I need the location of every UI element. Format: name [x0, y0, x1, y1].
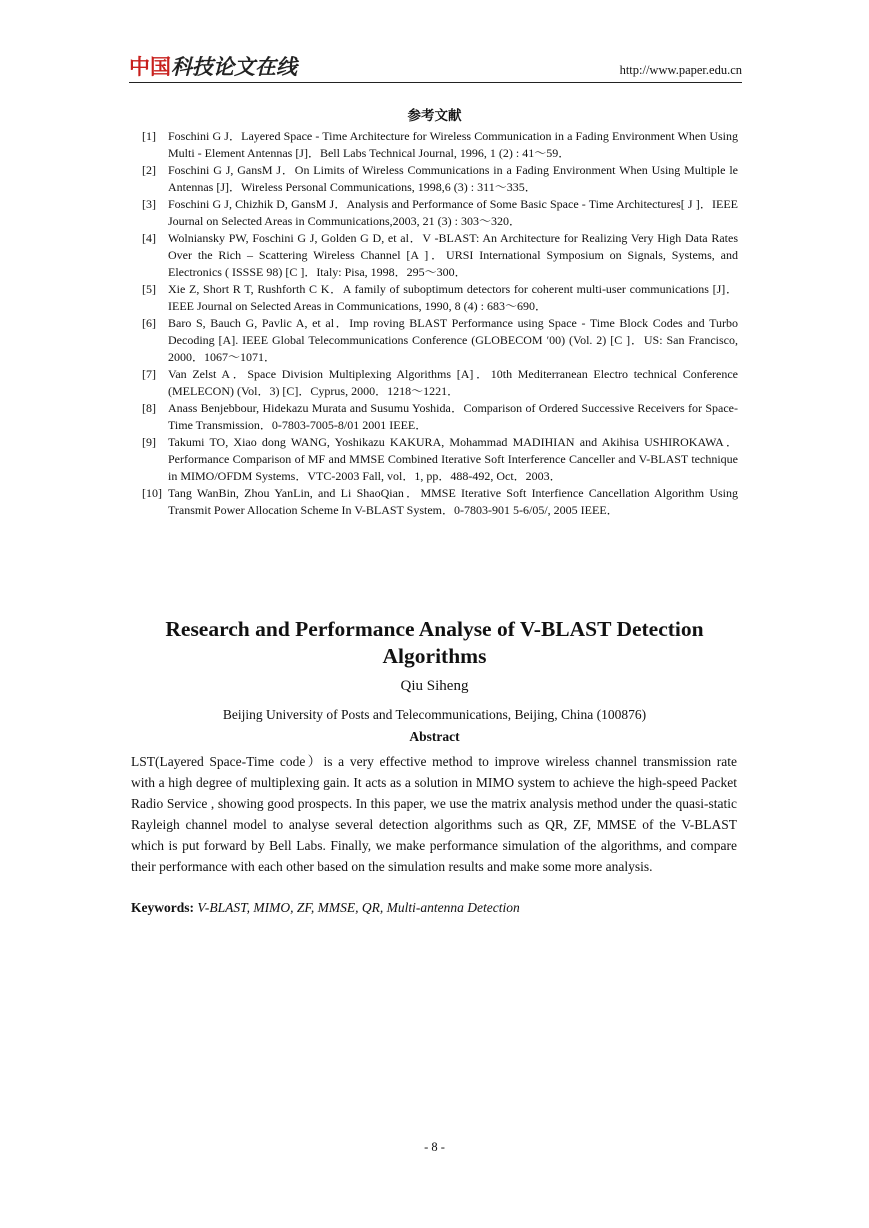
reference-text: Anass Benjebbour, Hidekazu Murata and Susumu Yoshida．Comparison of Ordered Successive Receivers for Space-Time Transmission．0-7803-7005-8/01 2001 IEEE．: [168, 401, 738, 432]
keywords-label: Keywords:: [131, 900, 194, 915]
reference-item: [142, 400, 738, 434]
reference-text: Takumi TO, Xiao dong WANG, Yoshikazu KAKURA, Mohammad MADIHIAN and Akihisa USHIROKAWA．Performance Comparison of MF and MMSE Combined Iterative Soft Interference Canceller and V-BLAST technique in MIMO/OFDM Systems．VTC-2003 Fall, vol．1, pp．488-492, Oct．2003．: [168, 435, 738, 483]
logo-red-text: 中国: [129, 55, 171, 79]
reference-text: Foschini G J, Chizhik D, GansM J．Analysis and Performance of Some Basic Space - Time Architectures[ J ]．IEEE Journal on Selected Areas in Communications,2003, 21 (3) : 303～320．: [168, 197, 738, 228]
paper-author: Qiu Siheng: [400, 678, 469, 694]
paper-affiliation: Beijing University of Posts and Telecommunications, Beijing, China (100876): [222, 707, 647, 722]
reference-number: [1]: [142, 129, 156, 143]
reference-number: [7]: [142, 367, 156, 381]
reference-text: Van Zelst A．Space Division Multiplexing Algorithms [A]．10th Mediterranean Electro technical Conference (MELECON) (Vol．3) [C]．Cyprus, 2000．1218～1221．: [168, 367, 751, 398]
reference-item: [142, 485, 738, 519]
reference-item: [142, 162, 738, 196]
reference-text: Foschini G J, GansM J．On Limits of Wireless Communications in a Fading Environment When Using Multiple le Antennas [J]．Wireless Personal Communications, 1998,6 (3) : 311～335．: [168, 163, 738, 194]
keywords-text: V-BLAST, MIMO, ZF, MMSE, QR, Multi-antenna Detection: [197, 900, 520, 915]
reference-number: [2]: [142, 163, 156, 177]
reference-number: [5]: [142, 282, 156, 296]
reference-number: [10]: [142, 486, 162, 500]
reference-item: [142, 230, 738, 281]
reference-item: [142, 366, 751, 400]
references-list: [142, 128, 751, 519]
reference-item: [142, 281, 738, 315]
reference-text: Xie Z, Short R T, Rushforth C K．A family of suboptimum detectors for coherent multi-user communications [J]．IEEE Journal on Selected Areas in Communications, 1990, 8 (4) : 683～690．: [168, 282, 738, 313]
keywords-line: [131, 900, 737, 916]
header-url[interactable]: http://www.paper.edu.cn: [619, 63, 742, 77]
site-logo: [129, 54, 297, 80]
paper-title: Research and Performance Analyse of V-BLAST Detection Algorithms: [165, 617, 704, 668]
reference-number: [3]: [142, 197, 156, 211]
reference-text: Foschini G J．Layered Space - Time Architecture for Wireless Communication in a Fading Environment When Using Multi - Element Antennas [J]．Bell Labs Technical Journal, 1996, 1 (2) : 41～59．: [168, 129, 738, 160]
reference-number: [9]: [142, 435, 156, 449]
page-number: - 8 -: [424, 1140, 445, 1154]
reference-item: [142, 434, 738, 485]
reference-text: Wolniansky PW, Foschini G J, Golden G D, et al．V -BLAST: An Architecture for Realizing Very High Data Rates Over the Rich – Scattering Wireless Channel [A ]．URSI International Symposium on Signals, Systems, and Electronics ( ISSSE 98) [C ]．Italy: Pisa, 1998．295～300．: [168, 231, 738, 279]
reference-text: Tang WanBin, Zhou YanLin, and Li ShaoQian．MMSE Iterative Soft Interfience Cancellation Algorithm Using Transmit Power Allocation Scheme In V-BLAST System．0-7803-901 5-6/05/, 2005 IEEE．: [168, 486, 738, 517]
reference-number: [4]: [142, 231, 156, 245]
abstract-text: LST(Layered Space-Time code）is a very effective method to improve wireless channel transmission rate with a high degree of multiplexing gain. It acts as a solution in MIMO system to achieve the high-speed Packet Radio Service , showing good prospects. In this paper, we use the matrix analysis method under the quasi-static Rayleigh channel model to analyse several detection algorithms such as QR, ZF, MMSE of the V-BLAST which is put forward by Bell Labs. Finally, we make performance simulation of the algorithms, and compare their performance with each other based on the simulation results and make some more analysis.: [131, 754, 751, 874]
logo-dark-text: 科技论文在线: [171, 55, 297, 79]
page-header: [129, 54, 742, 83]
reference-text: Baro S, Bauch G, Pavlic A, et al．Imp roving BLAST Performance using Space - Time Block Codes and Turbo Decoding [A]. IEEE Global Telecommunications Conference (GLOBECOM ′00) (Vol. 2) [C ]．US: San Francisco, 2000．1067～1071．: [168, 316, 738, 364]
reference-number: [8]: [142, 401, 156, 415]
references-title: 参考文献: [407, 108, 462, 124]
reference-item: [142, 128, 738, 162]
reference-item: [142, 315, 738, 366]
abstract-heading: Abstract: [409, 729, 460, 744]
reference-item: [142, 196, 738, 230]
reference-number: [6]: [142, 316, 156, 330]
